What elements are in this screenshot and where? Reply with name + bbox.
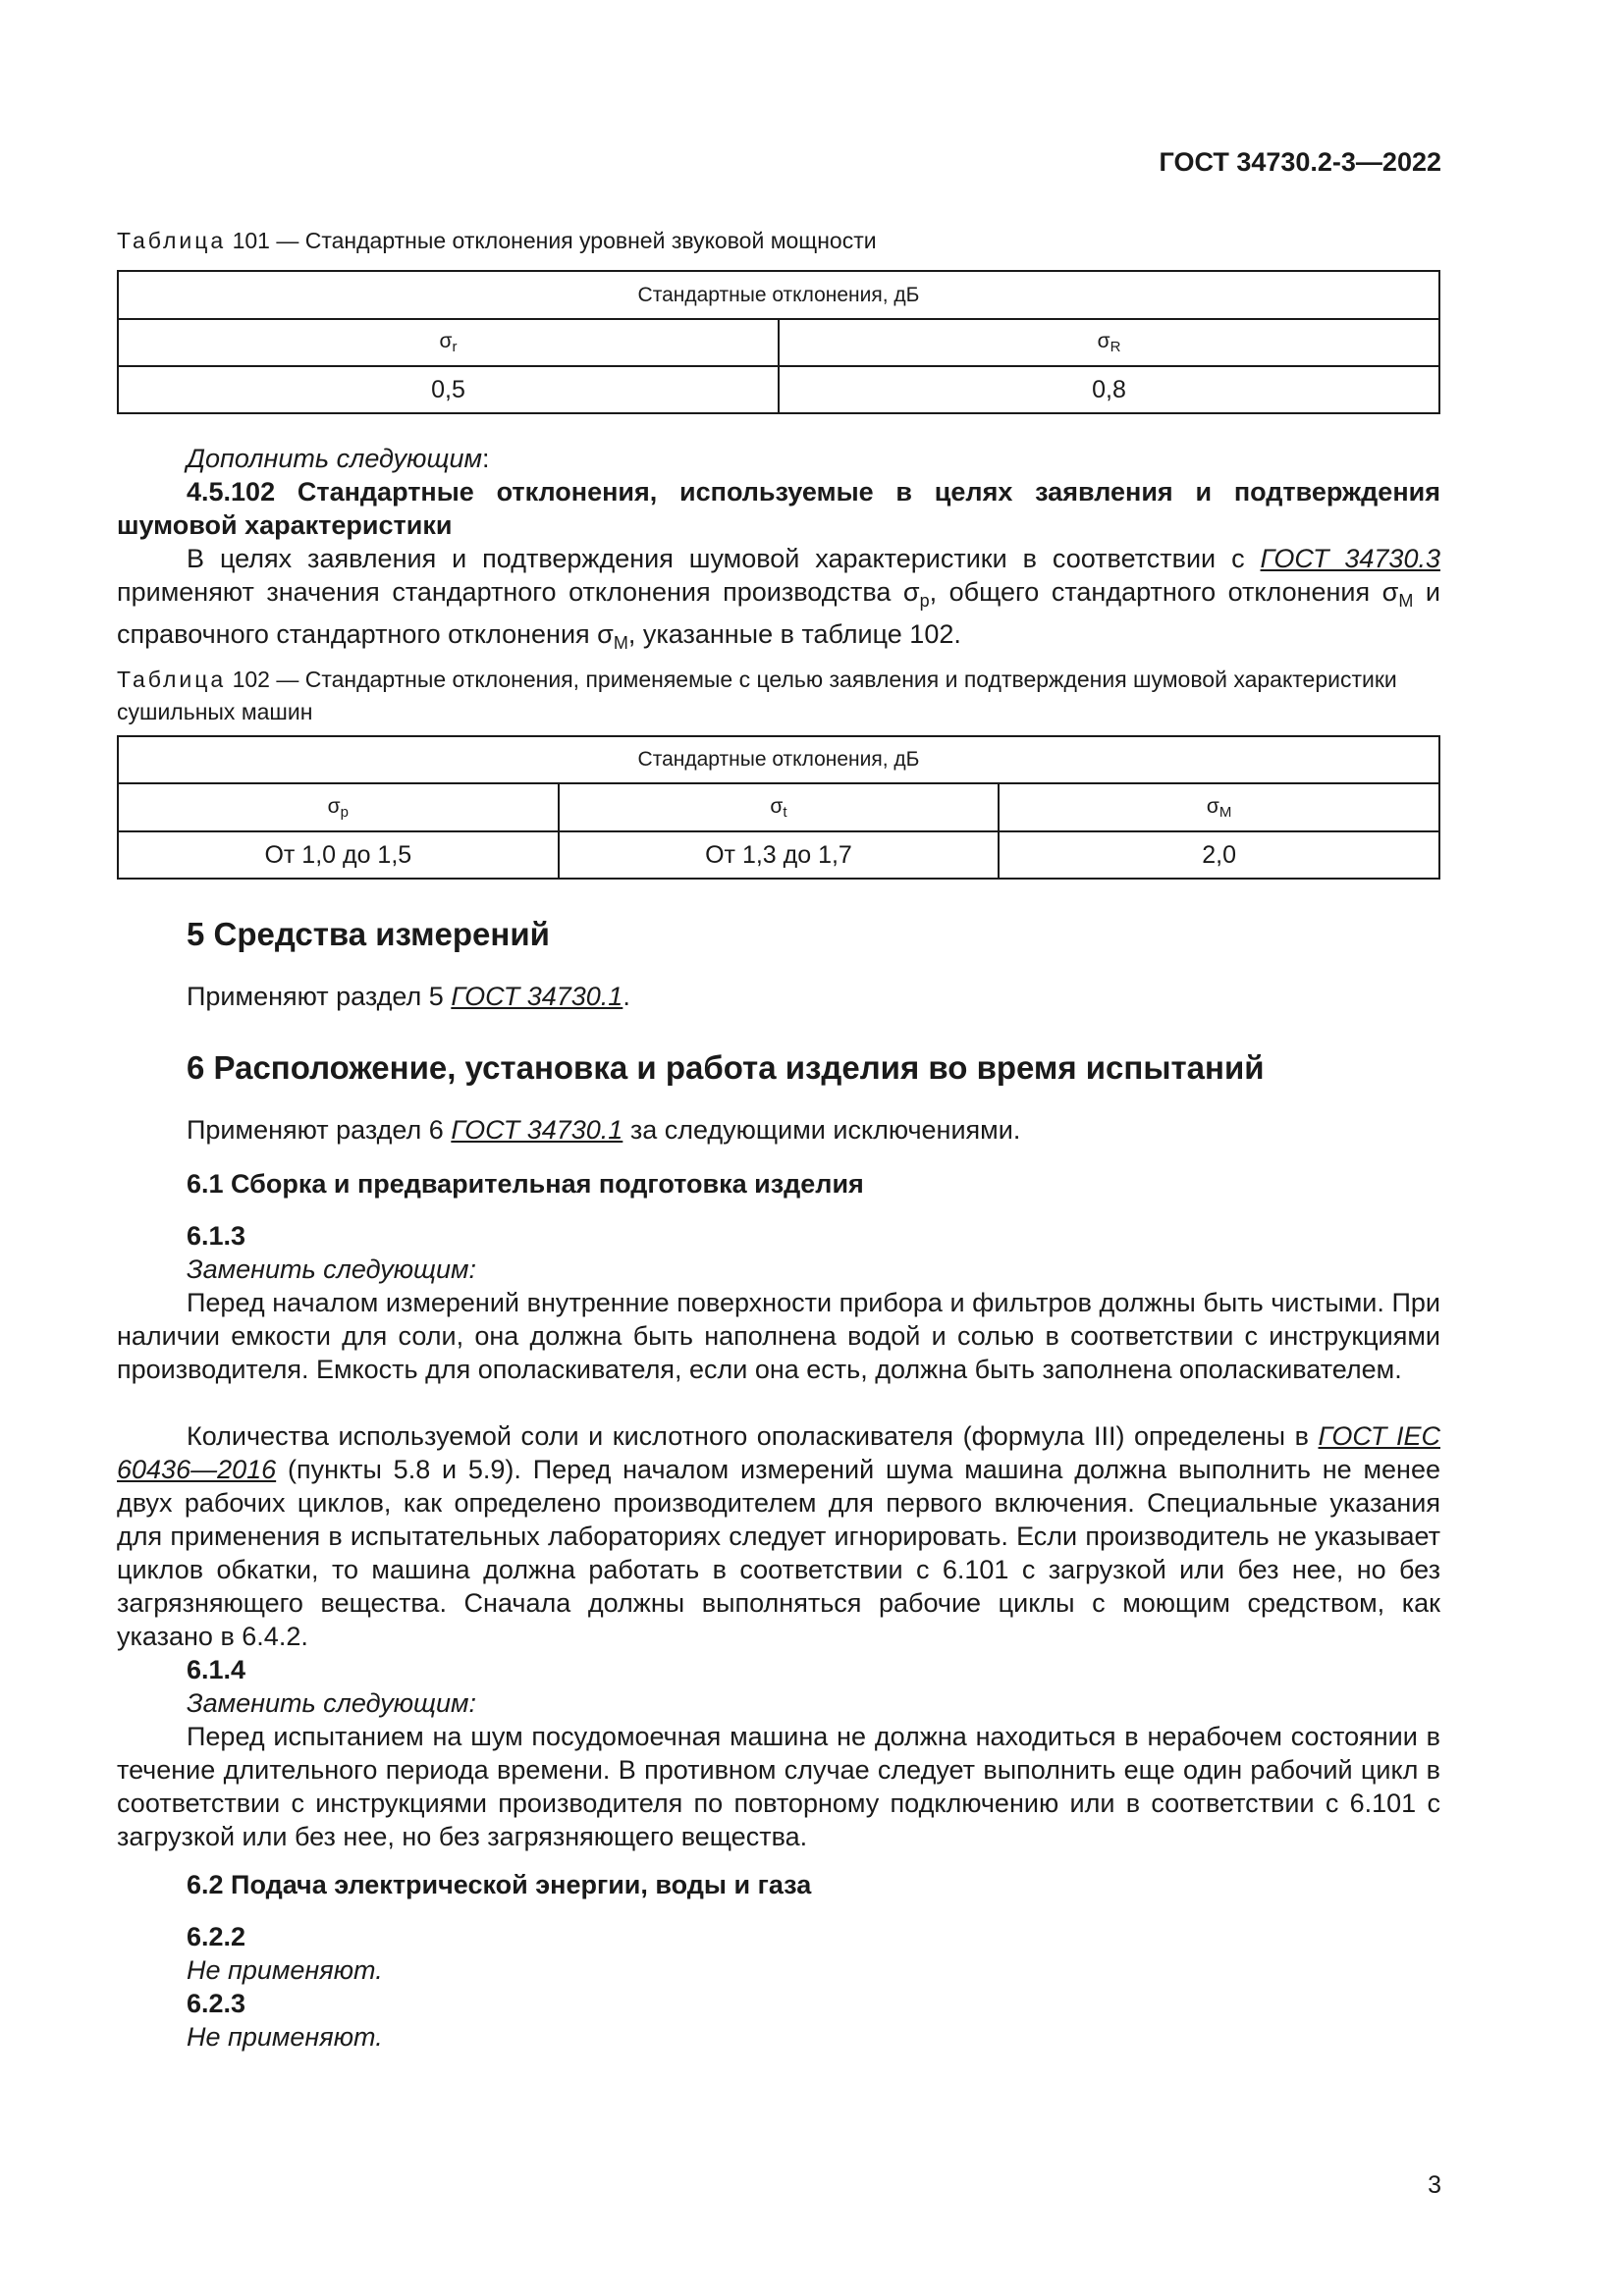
symbol-sigma-M: $\sigma_M$ bbox=[1381, 577, 1414, 611]
clause-6-2-3-text: Не применяют. bbox=[187, 2022, 383, 2052]
clause-6-1-4-instruction: Заменить следующим: bbox=[187, 1688, 477, 1718]
addition-instruction: Дополнить следующим: bbox=[187, 444, 490, 473]
link-gost-34730-1[interactable]: ГОСТ 34730.1 bbox=[451, 1115, 623, 1145]
table-cell-value: От 1,3 до 1,7 bbox=[559, 831, 1000, 879]
table-label: Таблица bbox=[117, 228, 227, 253]
clause-4-5-102-heading: 4.5.102 Стандартные отклонения, используемые в целях заявления и подтверждения шумовой характеристики bbox=[117, 477, 1440, 540]
table-101-caption bbox=[117, 225, 1438, 257]
section-6-title: 6 Расположение, установка и работа изделия во время испытаний bbox=[187, 1049, 1265, 1086]
clause-6-2-2-number: 6.2.2 bbox=[187, 1922, 246, 1951]
table-cell-value: 0,5 bbox=[118, 366, 779, 413]
table-group-header: Стандартные отклонения, дБ bbox=[118, 271, 1439, 319]
clause-6-1-4-paragraph: Перед испытанием на шум посудомоечная машина не должна находиться в нерабочем состоянии в течение длительного периода времени. В противном случае следует выполнить еще один рабочий цикл в соответствии с инструкциями производителя по повторному подключению или в соответствии с 6.101 с загрузкой или без нее, но без загрязняющего вещества. bbox=[117, 1722, 1440, 1851]
clause-6-1-3-instruction: Заменить следующим: bbox=[187, 1255, 477, 1284]
clause-6-1-3-paragraph-1: Перед началом измерений внутренние поверхности прибора и фильтров должны быть чистыми. При наличии емкости для соли, она должна быть наполнена водой и солью в соответствии с инструкциями производителя. Емкость для ополаскивателя, если она есть, должна быть заполнена ополаскивателем. bbox=[117, 1288, 1440, 1384]
column-symbol-sigma-M: $\sigma_M$ bbox=[999, 783, 1439, 831]
page-number: 3 bbox=[1428, 2171, 1441, 2199]
column-symbol-sigma-p: $\sigma_p$ bbox=[118, 783, 559, 831]
section-5-title: 5 Средства измерений bbox=[187, 916, 550, 952]
subsection-6-2-title: 6.2 Подача электрической энергии, воды и газа bbox=[187, 1870, 812, 1899]
table-cell-value: 0,8 bbox=[779, 366, 1439, 413]
table-label: Таблица bbox=[117, 667, 227, 692]
table-group-header: Стандартные отклонения, дБ bbox=[118, 736, 1439, 783]
clause-6-2-3-number: 6.2.3 bbox=[187, 1989, 246, 2018]
table-cell-value: От 1,0 до 1,5 bbox=[118, 831, 559, 879]
symbol-sigma-p: $\sigma_p$ bbox=[902, 577, 930, 611]
section-6-text: Применяют раздел 6 ГОСТ 34730.1 за следующими исключениями. bbox=[187, 1115, 1021, 1145]
table-101 bbox=[117, 270, 1440, 414]
table-caption-text: 101 — Стандартные отклонения уровней звуковой мощности bbox=[232, 228, 877, 253]
link-gost-34730-3[interactable]: ГОСТ 34730.3 bbox=[1260, 544, 1440, 573]
clause-6-1-4-number: 6.1.4 bbox=[187, 1655, 246, 1684]
clause-4-5-102-paragraph: В целях заявления и подтверждения шумовой характеристики в соответствии с ГОСТ 34730.3 применяют значения стандартного отклонения производства $\sigma_p$, общего стандартного отклонения $\sigma_M$ и справочного стандартного отклонения $\sigma_M$, указанные в таблице 102. bbox=[117, 544, 1440, 653]
table-102 bbox=[117, 735, 1440, 880]
link-gost-34730-1[interactable]: ГОСТ 34730.1 bbox=[451, 982, 623, 1011]
symbol-sigma-M: $\sigma_M$ bbox=[597, 619, 628, 653]
table-102-caption bbox=[117, 664, 1438, 728]
column-symbol-sigma-R: $\sigma_R$ bbox=[779, 319, 1439, 366]
document-id-header: ГОСТ 34730.2-3—2022 bbox=[1159, 147, 1441, 177]
section-5-text: Применяют раздел 5 ГОСТ 34730.1. bbox=[187, 982, 630, 1011]
clause-6-2-2-text: Не применяют. bbox=[187, 1955, 383, 1985]
link-gost-iec-60436[interactable]: ГОСТ IEC 60436—2016 bbox=[117, 1421, 1440, 1484]
clause-6-1-3-number: 6.1.3 bbox=[187, 1221, 246, 1251]
column-symbol-sigma-t: $\sigma_t$ bbox=[559, 783, 1000, 831]
table-caption-text: 102 — Стандартные отклонения, применяемые с целью заявления и подтверждения шумовой характеристики сушильных машин bbox=[117, 667, 1397, 724]
subsection-6-1-title: 6.1 Сборка и предварительная подготовка изделия bbox=[187, 1169, 864, 1199]
column-symbol-sigma-r: $\sigma_r$ bbox=[118, 319, 779, 366]
table-cell-value: 2,0 bbox=[999, 831, 1439, 879]
clause-6-1-3-paragraph-2: Количества используемой соли и кислотного ополаскивателя (формула III) определены в ГОСТ IEC 60436—2016 (пункты 5.8 и 5.9). Перед началом измерений шума машина должна выполнить не менее двух рабочих циклов, как определено производителем для первого включения. Специальные указания для применения в испытательных лабораториях следует игнорировать. Если производитель не указывает циклов обкатки, то машина должна работать в соответствии с 6.101 с загрузкой или без нее, но без загрязняющего вещества. Сначала должны выполняться рабочие циклы с моющим средством, как указано в 6.4.2. bbox=[117, 1421, 1440, 1651]
